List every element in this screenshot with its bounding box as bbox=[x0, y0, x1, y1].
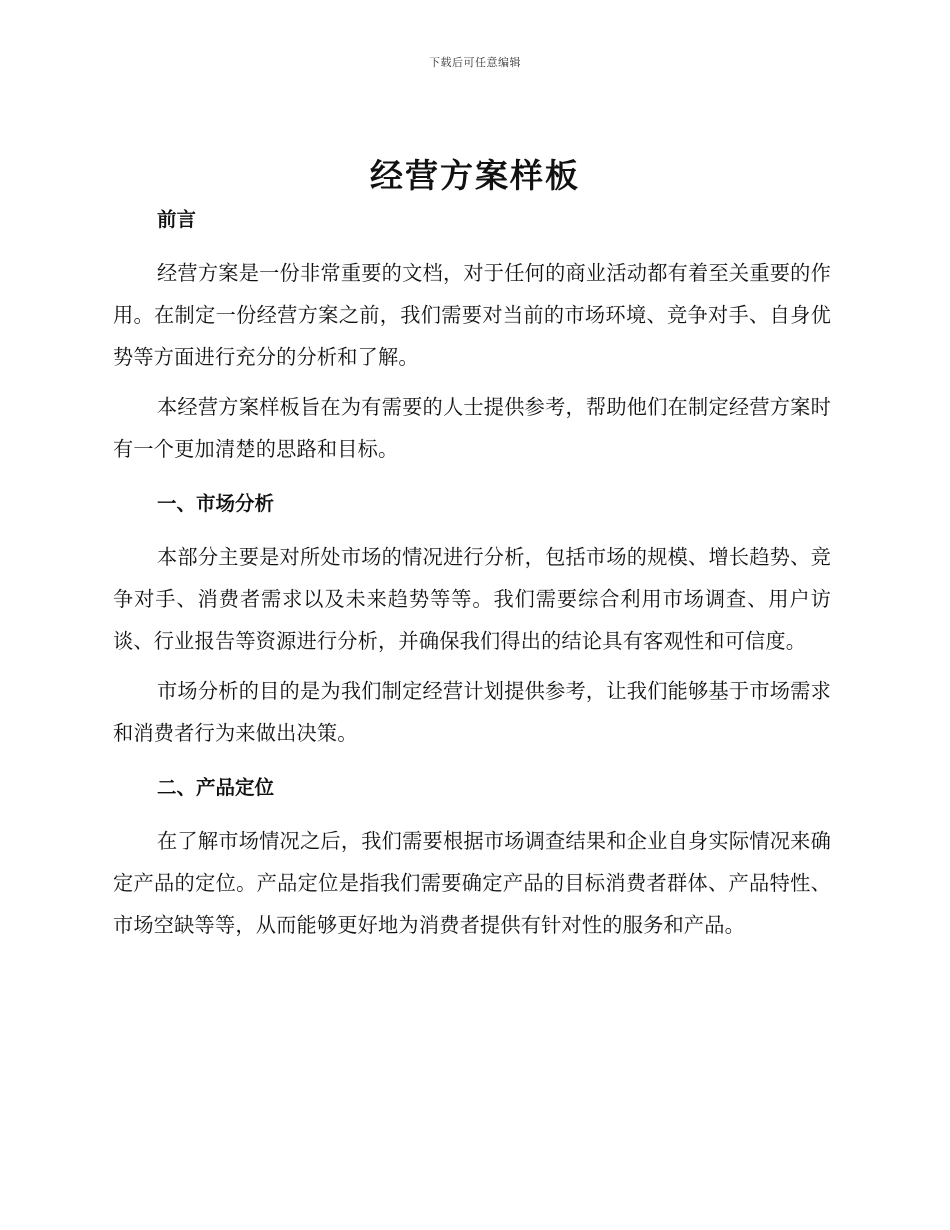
section-heading: 前言 bbox=[157, 208, 197, 231]
header-note: 下载后可任意编辑 bbox=[429, 56, 521, 69]
section-gap bbox=[113, 478, 831, 486]
paragraph: 市场分析的目的是为我们制定经营计划提供参考，让我们能够基于市场需求和消费者行为来做出决策。 bbox=[113, 679, 831, 745]
document-body bbox=[113, 202, 831, 954]
paragraph: 经营方案是一份非常重要的文档，对于任何的商业活动都有着至关重要的作用。在制定一份经营方案之前，我们需要对当前的市场环境、竞争对手、自身优势等方面进行充分的分析和了解。 bbox=[113, 261, 831, 369]
section-heading: 二、产品定位 bbox=[157, 776, 275, 799]
paragraph: 在了解市场情况之后，我们需要根据市场调查结果和企业自身实际情况来确定产品的定位。产品定位是指我们需要确定产品的目标消费者群体、产品特性、市场空缺等等，从而能够更好地为消费者提供有针对性的服务和产品。 bbox=[113, 829, 831, 937]
paragraph: 本经营方案样板旨在为有需要的人士提供参考，帮助他们在制定经营方案时有一个更加清楚的思路和目标。 bbox=[113, 395, 831, 461]
section-heading: 一、市场分析 bbox=[157, 492, 275, 515]
document-title: 经营方案样板 bbox=[370, 156, 580, 195]
paragraph: 本部分主要是对所处市场的情况进行分析，包括市场的规模、增长趋势、竞争对手、消费者需求以及未来趋势等等。我们需要综合利用市场调查、用户访谈、行业报告等资源进行分析，并确保我们得出的结论具有客观性和可信度。 bbox=[113, 545, 831, 653]
section-gap bbox=[113, 762, 831, 770]
section-market-analysis bbox=[113, 486, 831, 754]
section-product-positioning bbox=[113, 770, 831, 946]
section-preface bbox=[113, 202, 831, 470]
